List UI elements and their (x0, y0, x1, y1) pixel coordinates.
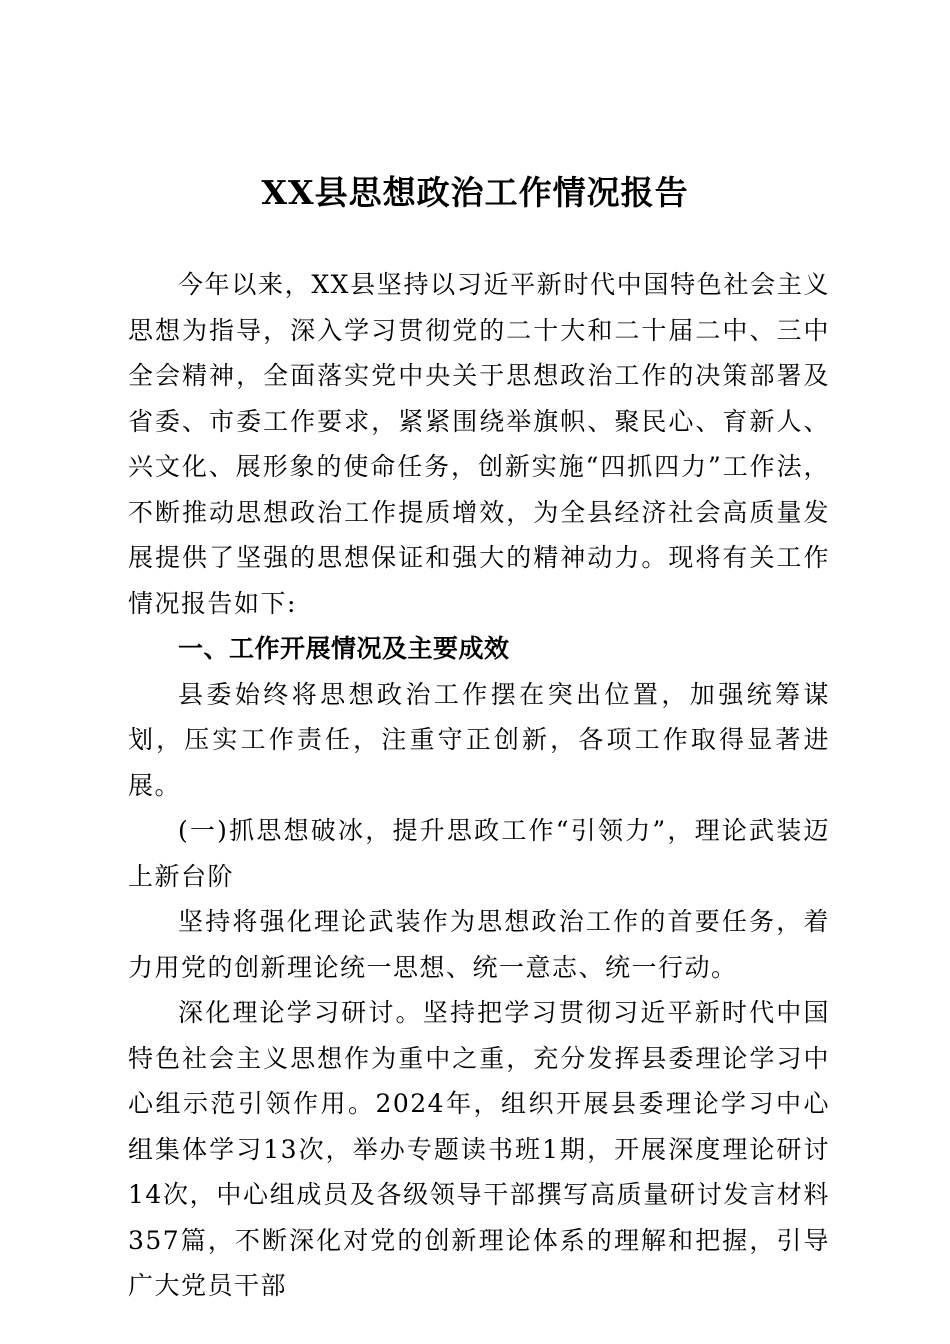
document-body (128, 262, 830, 1309)
document-title: XX县思想政治工作情况报告 (261, 173, 689, 212)
intro-paragraph: 今年以来，XX县坚持以习近平新时代中国特色社会主义思想为指导，深入学习贯彻党的二十大和二十届二中、三中全会精神，全面落实党中央关于思想政治工作的决策部署及省委、市委工作要求，紧紧围绕举旗帜、聚民心、育新人、兴文化、展形象的使命任务，创新实施“四抓四力”工作法，不断推动思想政治工作提质增效，为全县经济社会高质量发展提供了坚强的思想保证和强大的精神动力。现将有关工作情况报告如下: (128, 270, 830, 618)
subsection-1-paragraph: 坚持将强化理论武装作为思想政治工作的首要任务，着力用党的创新理论统一思想、统一意志、统一行动。 (128, 907, 830, 982)
theory-study-paragraph: 深化理论学习研讨。坚持把学习贯彻习近平新时代中国特色社会主义思想作为重中之重，充分发挥县委理论学习中心组示范引领作用。2024年，组织开展县委理论学习中心组集体学习13次，举办专题读书班1期，开展深度理论研讨14次，中心组成员及各级领导干部撰写高质量研讨发言材料357篇，不断深化对党的创新理论体系的理解和把握，引导广大党员干部 (128, 998, 830, 1300)
section-heading-1: 一、工作开展情况及主要成效 (178, 634, 510, 663)
section-1-paragraph: 县委始终将思想政治工作摆在突出位置，加强统筹谋划，压实工作责任，注重守正创新，各项工作取得显著进展。 (128, 679, 830, 800)
subsection-heading-1: (一)抓思想破冰，提升思政工作“引领力”，理论武装迈上新台阶 (128, 816, 830, 891)
